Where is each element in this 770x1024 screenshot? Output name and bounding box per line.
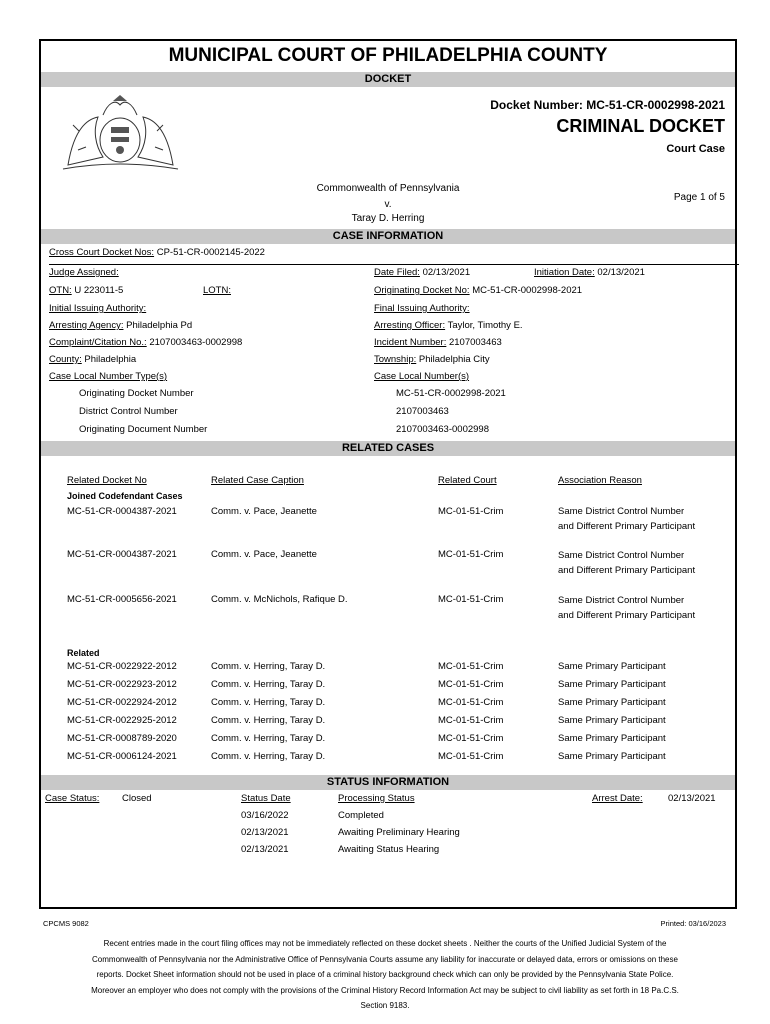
processing-status: Awaiting Preliminary Hearing bbox=[338, 827, 460, 838]
initiation-label: Initiation Date: bbox=[534, 267, 595, 278]
plaintiff: Commonwealth of Pennsylvania bbox=[316, 183, 460, 194]
related-court: MC-01-51-Crim bbox=[438, 679, 504, 690]
related-reason: Same Primary Participant bbox=[558, 715, 666, 726]
arresting-officer-value: Taylor, Timothy E. bbox=[447, 320, 523, 331]
related-docket: MC-51-CR-0022922-2012 bbox=[67, 661, 177, 672]
related-header-caption: Related Case Caption bbox=[211, 475, 304, 486]
group-label-related: Related bbox=[67, 648, 100, 658]
related-caption: Comm. v. Herring, Taray D. bbox=[211, 751, 326, 762]
form-id: CPCMS 9082 bbox=[43, 919, 89, 928]
related-court: MC-01-51-Crim bbox=[438, 733, 504, 744]
local-number: 2107003463-0002998 bbox=[396, 424, 489, 435]
related-reason: Same District Control Number and Different Primary Participant bbox=[558, 550, 696, 576]
docket-page bbox=[39, 39, 737, 909]
related-court: MC-01-51-Crim bbox=[438, 715, 504, 726]
local-number-label: Case Local Number(s) bbox=[374, 371, 470, 382]
related-reason: Same Primary Participant bbox=[558, 661, 666, 672]
court-case-label: Court Case bbox=[666, 143, 725, 155]
related-caption: Comm. v. Herring, Taray D. bbox=[211, 697, 326, 708]
cross-docket-value: CP-51-CR-0002145-2022 bbox=[156, 247, 265, 258]
related-reason: Same Primary Participant bbox=[558, 751, 666, 762]
related-docket: MC-51-CR-0005656-2021 bbox=[67, 594, 177, 605]
related-docket: MC-51-CR-0008789-2020 bbox=[67, 733, 177, 744]
related-court: MC-01-51-Crim bbox=[438, 594, 504, 605]
county-label: County: bbox=[49, 354, 82, 365]
processing-status: Completed bbox=[338, 810, 384, 821]
processing-status-label: Processing Status bbox=[338, 793, 415, 804]
local-type-label: Case Local Number Type(s) bbox=[49, 371, 168, 382]
arresting-agency-label: Arresting Agency: bbox=[49, 320, 124, 331]
complaint-label: Complaint/Citation No.: bbox=[49, 337, 147, 348]
related-caption: Comm. v. McNichols, Rafique D. bbox=[211, 594, 348, 605]
criminal-docket-title: CRIMINAL DOCKET bbox=[556, 116, 725, 136]
related-header-reason: Association Reason bbox=[558, 475, 642, 486]
court-title: MUNICIPAL COURT OF PHILADELPHIA COUNTY bbox=[168, 45, 608, 66]
related-reason: Same District Control Number and Different Primary Participant bbox=[558, 506, 696, 532]
incident-value: 2107003463 bbox=[448, 337, 502, 348]
related-reason: Same Primary Participant bbox=[558, 679, 666, 690]
cross-docket-label: Cross Court Docket Nos: bbox=[49, 247, 155, 258]
arrest-date-label: Arrest Date: bbox=[592, 793, 643, 804]
related-court: MC-01-51-Crim bbox=[438, 697, 504, 708]
judge-label: Judge Assigned: bbox=[49, 267, 119, 278]
initiation-value: 02/13/2021 bbox=[597, 267, 645, 278]
local-type: District Control Number bbox=[79, 406, 178, 417]
versus: v. bbox=[384, 199, 392, 210]
related-header-court: Related Court bbox=[438, 475, 497, 486]
date-filed-label: Date Filed: bbox=[374, 267, 420, 278]
status-information-band: STATUS INFORMATION bbox=[41, 775, 735, 790]
group-label-codefendant: Joined Codefendant Cases bbox=[67, 491, 183, 501]
date-filed-value: 02/13/2021 bbox=[422, 267, 471, 278]
page-number: Page 1 of 5 bbox=[673, 192, 725, 203]
related-reason: Same Primary Participant bbox=[558, 697, 666, 708]
local-type: Originating Document Number bbox=[79, 424, 208, 435]
case-information-band: CASE INFORMATION bbox=[41, 229, 735, 244]
case-status-value: Closed bbox=[122, 793, 152, 804]
complaint-value: 2107003463-0002998 bbox=[149, 337, 243, 348]
related-court: MC-01-51-Crim bbox=[438, 751, 504, 762]
related-reason: Same Primary Participant bbox=[558, 733, 666, 744]
related-docket: MC-51-CR-0006124-2021 bbox=[67, 751, 177, 762]
arresting-officer-label: Arresting Officer: bbox=[374, 320, 446, 331]
related-cases-band: RELATED CASES bbox=[41, 441, 735, 456]
related-reason: Same District Control Number and Different Primary Participant bbox=[558, 595, 696, 621]
local-number: MC-51-CR-0002998-2021 bbox=[396, 388, 506, 399]
processing-status: Awaiting Status Hearing bbox=[338, 844, 440, 855]
arrest-date-value: 02/13/2021 bbox=[668, 793, 716, 804]
county-value: Philadelphia bbox=[84, 354, 137, 365]
pennsylvania-seal-icon bbox=[53, 95, 188, 180]
printed-date: Printed: 03/16/2023 bbox=[660, 919, 726, 928]
related-docket: MC-51-CR-0022925-2012 bbox=[67, 715, 177, 726]
lotn-label: LOTN: bbox=[203, 285, 231, 296]
related-caption: Comm. v. Pace, Jeanette bbox=[211, 506, 317, 517]
defendant: Taray D. Herring bbox=[351, 213, 425, 224]
status-date: 02/13/2021 bbox=[241, 844, 289, 855]
otn-value: U 223011-5 bbox=[74, 285, 124, 296]
township-value: Philadelphia City bbox=[418, 354, 490, 365]
related-caption: Comm. v. Herring, Taray D. bbox=[211, 733, 326, 744]
docket-band: DOCKET bbox=[41, 72, 735, 87]
related-caption: Comm. v. Pace, Jeanette bbox=[211, 549, 317, 560]
incident-label: Incident Number: bbox=[374, 337, 447, 348]
related-docket: MC-51-CR-0004387-2021 bbox=[67, 506, 177, 517]
status-date: 02/13/2021 bbox=[241, 827, 289, 838]
related-court: MC-01-51-Crim bbox=[438, 661, 504, 672]
docket-number: Docket Number: MC-51-CR-0002998-2021 bbox=[490, 98, 725, 112]
related-court: MC-01-51-Crim bbox=[438, 549, 504, 560]
related-docket: MC-51-CR-0022924-2012 bbox=[67, 697, 177, 708]
related-caption: Comm. v. Herring, Taray D. bbox=[211, 679, 326, 690]
township-label: Township: bbox=[374, 354, 417, 365]
final-authority-label: Final Issuing Authority: bbox=[374, 303, 470, 314]
arresting-agency-value: Philadelphia Pd bbox=[126, 320, 193, 331]
divider bbox=[49, 264, 739, 265]
local-type: Originating Docket Number bbox=[79, 388, 194, 399]
related-docket: MC-51-CR-0004387-2021 bbox=[67, 549, 177, 560]
status-date-label: Status Date bbox=[241, 793, 291, 804]
orig-docket-value: MC-51-CR-0002998-2021 bbox=[472, 285, 583, 296]
orig-docket-label: Originating Docket No: bbox=[374, 285, 470, 296]
related-court: MC-01-51-Crim bbox=[438, 506, 504, 517]
related-caption: Comm. v. Herring, Taray D. bbox=[211, 661, 326, 672]
otn-label: OTN: bbox=[49, 285, 72, 296]
initial-authority-label: Initial Issuing Authority: bbox=[49, 303, 147, 314]
related-header-docket: Related Docket No bbox=[67, 475, 147, 486]
case-status-label: Case Status: bbox=[45, 793, 100, 804]
status-date: 03/16/2022 bbox=[241, 810, 289, 821]
related-docket: MC-51-CR-0022923-2012 bbox=[67, 679, 177, 690]
local-number: 2107003463 bbox=[396, 406, 449, 417]
disclaimer: Recent entries made in the court filing offices may not be immediately reflected on these docket sheets . Neither the courts of the Unified Judicial System of the Commonwealth of Pennsylvania nor the Administrative Office of Pennsylvania Courts assume any liability for inaccurate or delayed data, errors or omissions on these reports. Docket Sheet information should not be used in place of a criminal history background check which can only be provided by the Pennsylvania State Police. Moreover an employer who does not comply with the provisions of the Criminal History Record Information Act may be subject to civil liability as set forth in 18 Pa.C.S. Section 9183. bbox=[91, 939, 679, 1010]
related-caption: Comm. v. Herring, Taray D. bbox=[211, 715, 326, 726]
